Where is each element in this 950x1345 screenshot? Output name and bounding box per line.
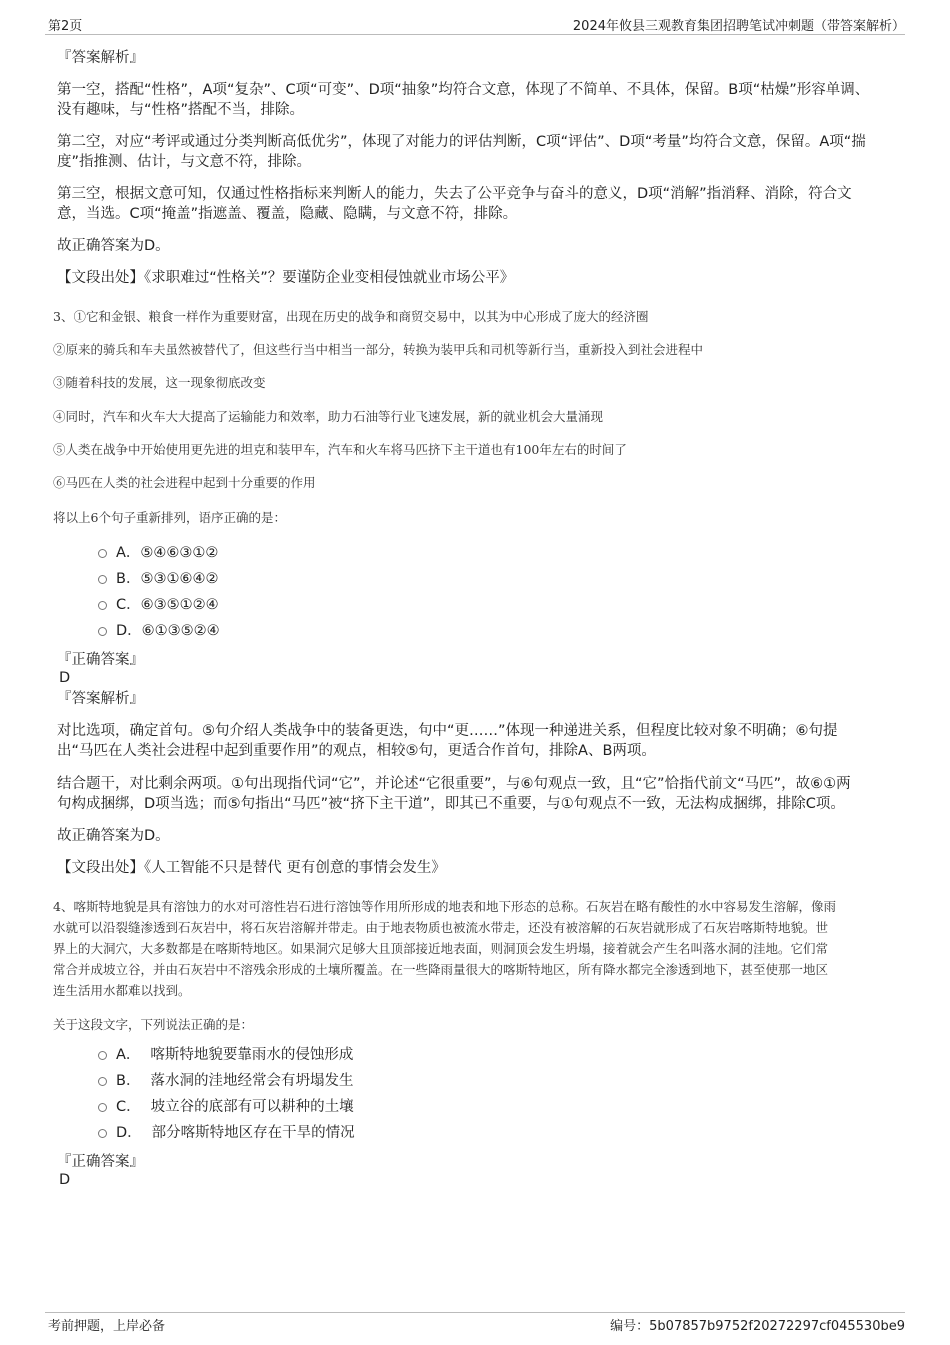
question-passage-line: 常合并成坡立谷，并由石灰岩中不溶残余形成的土壤所覆盖。在一些降雨量很大的喀斯特地区，所有降水都完全渗透到地下，甚至使那一地区 <box>53 962 829 977</box>
answer-label: 『正确答案』 <box>57 1154 144 1170</box>
question-sentence: ⑤人类在战争中开始使用更先进的坦克和装甲车，汽车和火车将马匹挤下主干道也有100年左右的时间了 <box>53 442 627 457</box>
analysis-paragraph-line: 对比选项，确定首句。⑤句介绍人类战争中的装备更迭，句中“更……”体现一种递进关系，但程度比较对象不明确；⑥句提 <box>57 723 838 739</box>
correct-answer: D <box>59 1172 71 1188</box>
analysis-paragraph-line: 第二空，对应“考评或通过分类判断高低优劣”，体现了对能力的评估判断，C项“评估”、D项“考量”均符合文意，保留。A项“揣 <box>57 134 866 150</box>
analysis-label: 『答案解析』 <box>57 691 144 707</box>
analysis-paragraph-line: 度”指推测、估计，与文意不符，排除。 <box>57 154 312 170</box>
option-c[interactable]: C． 坡立谷的底部有可以耕种的土壤 <box>98 1097 354 1117</box>
document-code: 编号：5b07857b9752f20272297cf045530be9 <box>610 1319 905 1334</box>
option-a[interactable]: A． 喀斯特地貌要靠雨水的侵蚀形成 <box>98 1045 353 1065</box>
question-sentence: ④同时，汽车和火车大大提高了运输能力和效率，助力石油等行业飞速发展，新的就业机会大量涌现 <box>53 409 604 424</box>
document-title: 2024年攸县三观教育集团招聘笔试冲刺题（带答案解析） <box>572 19 905 34</box>
analysis-label: 『答案解析』 <box>57 50 144 66</box>
radio-button-icon[interactable] <box>98 1103 107 1112</box>
question-passage-line: 4、喀斯特地貌是具有溶蚀力的水对可溶性岩石进行溶蚀等作用所形成的地表和地下形态的总称。石灰岩在略有酸性的水中容易发生溶解，像雨 <box>53 899 836 914</box>
page-header <box>45 14 905 35</box>
radio-button-icon[interactable] <box>98 575 107 584</box>
conclusion: 故正确答案为D。 <box>57 828 170 844</box>
analysis-paragraph-line: 没有趣味，与“性格”搭配不当，排除。 <box>57 102 305 118</box>
question-prompt: 关于这段文字，下列说法正确的是： <box>53 1017 254 1032</box>
answer-label: 『正确答案』 <box>57 652 144 668</box>
page-number: 第2页 <box>48 19 83 34</box>
radio-button-icon[interactable] <box>98 1051 107 1060</box>
option-d[interactable]: D．⑥①③⑤②④ <box>98 621 220 641</box>
analysis-paragraph-line: 意，当选。C项“掩盖”指遮盖、覆盖，隐藏、隐瞒，与文意不符，排除。 <box>57 206 518 222</box>
question-sentence: 3、①它和金银、粮食一样作为重要财富，出现在历史的战争和商贸交易中，以其为中心形成了庞大的经济圈 <box>53 309 649 324</box>
conclusion: 故正确答案为D。 <box>57 238 170 254</box>
page-footer <box>45 1312 905 1335</box>
option-a[interactable]: A．⑤④⑥③①② <box>98 543 218 563</box>
source-citation: 【文段出处】《求职难过“性格关”？要谨防企业变相侵蚀就业市场公平》 <box>57 270 515 286</box>
source-citation: 【文段出处】《人工智能不只是替代 更有创意的事情会发生》 <box>57 860 446 876</box>
option-b[interactable]: B． 落水洞的洼地经常会有坍塌发生 <box>98 1071 353 1091</box>
question-prompt: 将以上6个句子重新排列，语序正确的是： <box>53 510 286 525</box>
radio-button-icon[interactable] <box>98 627 107 636</box>
radio-button-icon[interactable] <box>98 1077 107 1086</box>
question-passage-line: 水就可以沿裂缝渗透到石灰岩中，将石灰岩溶解并带走。由于地表物质也被流水带走，还没有被溶解的石灰岩就形成了石灰岩喀斯特地貌。世 <box>53 920 829 935</box>
question-passage-line: 界上的大洞穴，大多数都是在喀斯特地区。如果洞穴足够大且顶部接近地表面，则洞顶会发生坍塌，接着就会产生名叫落水洞的洼地。它们常 <box>53 941 829 956</box>
question-sentence: ②原来的骑兵和车夫虽然被替代了，但这些行当中相当一部分，转换为装甲兵和司机等新行当，重新投入到社会进程中 <box>53 342 704 357</box>
radio-button-icon[interactable] <box>98 601 107 610</box>
analysis-paragraph-line: 结合题干，对比剩余两项。①句出现指代词“它”，并论述“它很重要”，与⑥句观点一致，且“它”恰指代前文“马匹”，故⑥①两 <box>57 776 851 792</box>
radio-button-icon[interactable] <box>98 549 107 558</box>
option-c[interactable]: C．⑥③⑤①②④ <box>98 595 219 615</box>
question-passage-line: 连生活用水都难以找到。 <box>53 983 191 998</box>
analysis-paragraph-line: 第一空，搭配“性格”，A项“复杂”、C项“可变”、D项“抽象”均符合文意，体现了不简单、不具体，保留。B项“枯燥”形容单调、 <box>57 82 870 98</box>
question-sentence: ⑥马匹在人类的社会进程中起到十分重要的作用 <box>53 475 316 490</box>
radio-button-icon[interactable] <box>98 1129 107 1138</box>
correct-answer: D <box>59 670 71 686</box>
analysis-paragraph-line: 第三空，根据文意可知，仅通过性格指标来判断人的能力，失去了公平竞争与奋斗的意义，D项“消解”指消释、消除，符合文 <box>57 186 852 202</box>
question-sentence: ③随着科技的发展，这一现象彻底改变 <box>53 375 266 390</box>
option-d[interactable]: D． 部分喀斯特地区存在干旱的情况 <box>98 1123 355 1143</box>
analysis-paragraph-line: 出“马匹在人类社会进程中起到重要作用”的观点，相较⑤句，更适合作首句，排除A、B两项。 <box>57 743 656 759</box>
option-b[interactable]: B．⑤③①⑥④② <box>98 569 218 589</box>
footer-slogan: 考前押题，上岸必备 <box>48 1319 166 1334</box>
analysis-paragraph-line: 句构成捆绑，D项当选；而⑤句指出“马匹”被“挤下主干道”，即其已不重要，与①句观点不一致，无法构成捆绑，排除C项。 <box>57 796 845 812</box>
